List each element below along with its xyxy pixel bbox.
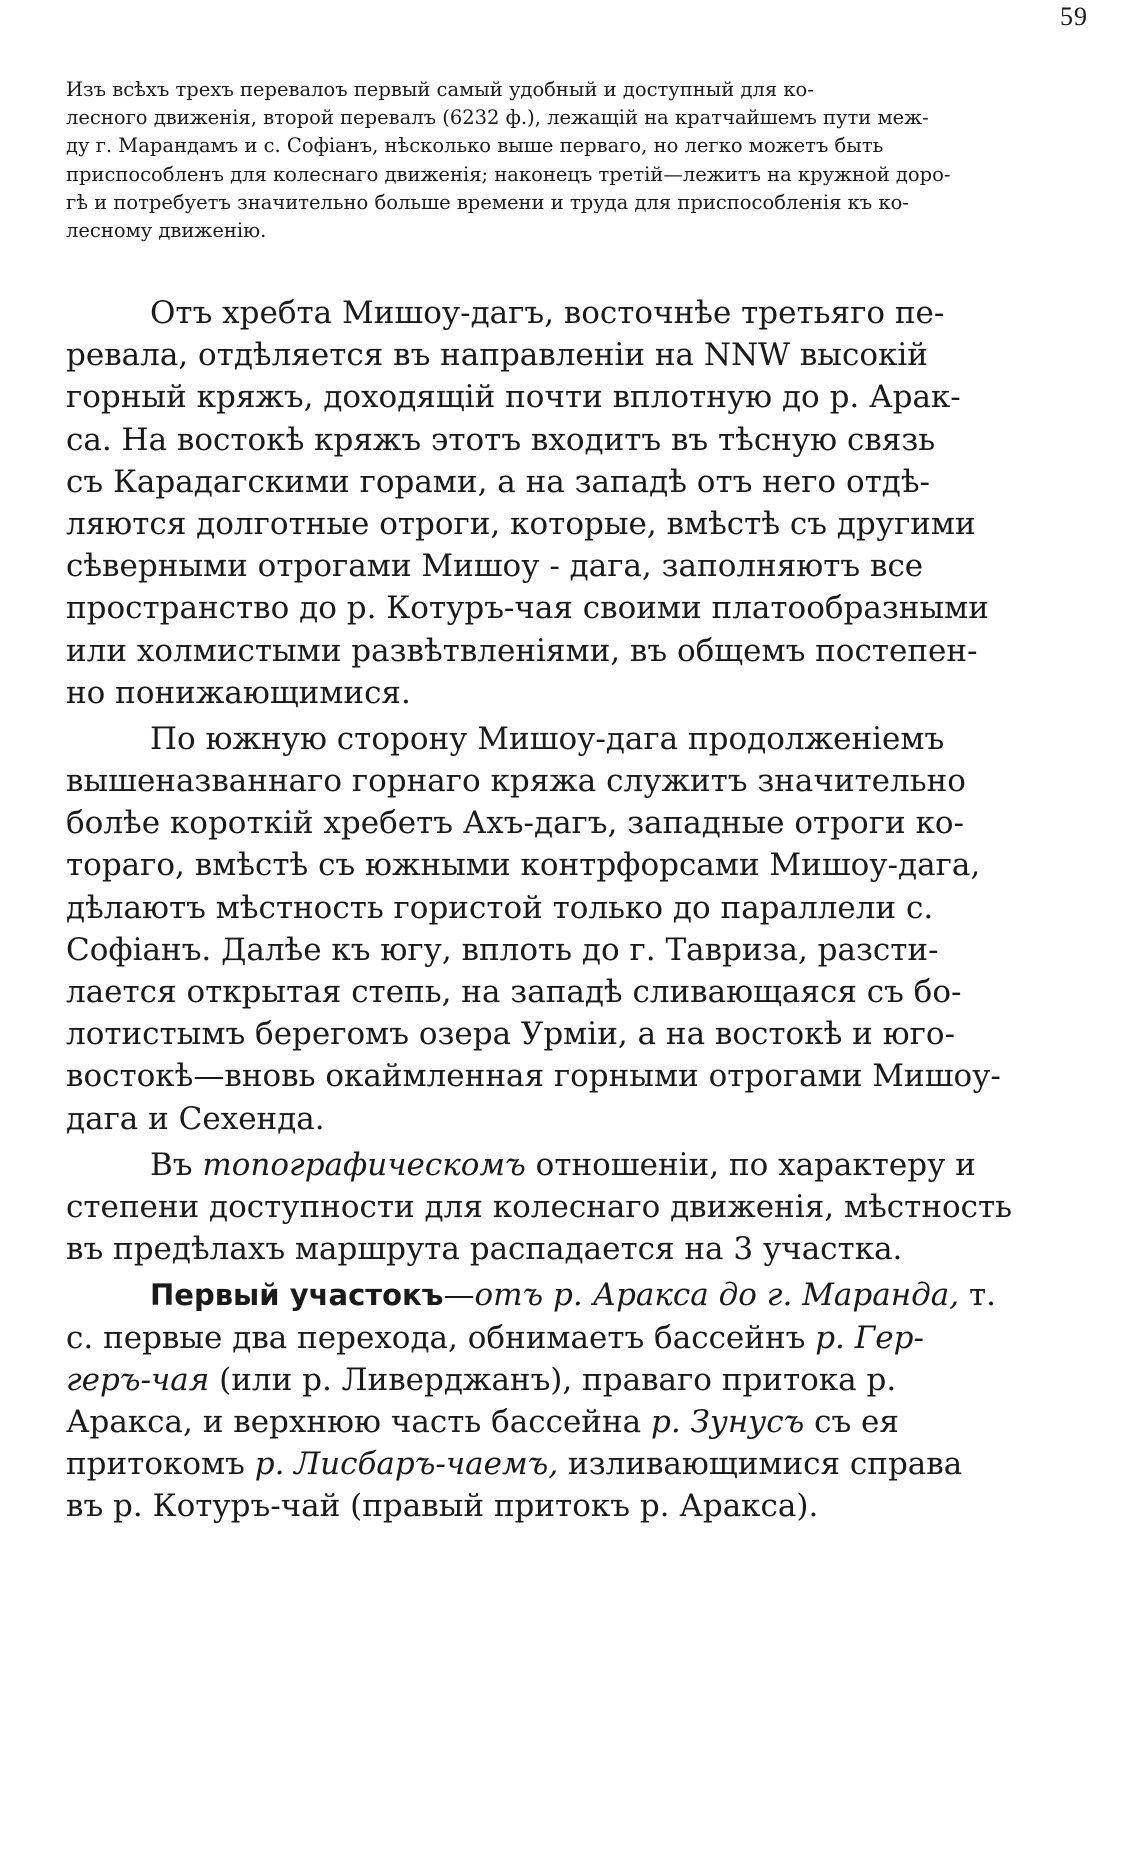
paragraph-3-line-2: степени доступности для колеснаго движенія, мѣстность: [66, 1188, 1013, 1225]
small-line-2: лесного движенія, второй перевалъ (6232 ф.), лежащій на кратчайшемъ пути меж-: [66, 106, 929, 130]
text-span: съ ея: [804, 1403, 899, 1440]
paragraph-1-line-5: съ Карадагскими горами, а на западѣ отъ него отдѣ-: [66, 463, 931, 500]
paragraph-1-line-2: ревала, отдѣляется въ направленіи на NNW высокій: [66, 337, 928, 374]
paragraph-1-line-7: сѣверными отрогами Мишоу - дага, заполняютъ все: [66, 548, 924, 585]
paragraph-2: [66, 718, 1076, 1140]
small-line-4: приспособленъ для колеснаго движенія; наконецъ третій—лежитъ на кружной доро-: [66, 162, 951, 186]
paragraph-3-line-1: [66, 1144, 1076, 1186]
small-line-6: лесному движенію.: [66, 218, 267, 242]
text-span: —: [443, 1277, 475, 1314]
paragraph-1-line-9: или холмистыми развѣтвленіями, въ общемъ постепен-: [66, 632, 978, 669]
paragraph-2-line-5: дѣлаютъ мѣстность гористой только до параллели с.: [66, 889, 934, 926]
italic-term: р. Гер-: [815, 1319, 924, 1356]
paragraph-1-line-10: но понижающимися.: [66, 674, 411, 711]
text-span: отношеніи, по характеру и: [525, 1146, 976, 1183]
italic-term: геръ-чая: [66, 1361, 210, 1398]
paragraph-1-line-3: горный кряжъ, доходящій почти вплотную до р. Арак-: [66, 379, 961, 416]
paragraph-2-line-10: дага и Сехенда.: [66, 1100, 325, 1137]
paragraph-2-line-4: тораго, вмѣстѣ съ южными контрфорсами Мишоу-дага,: [66, 847, 981, 884]
italic-term: р. Зунусъ: [650, 1403, 805, 1440]
page-number: 59: [1060, 2, 1088, 31]
small-line-3: ду г. Марандамъ и с. Софіанъ, нѣсколько выше перваго, но легко можетъ быть: [66, 134, 884, 158]
paragraph-1-line-6: ляются долготные отроги, которые, вмѣстѣ съ другими: [66, 505, 976, 542]
text-span: т.: [959, 1277, 996, 1314]
paragraph-4-line-1: [66, 1274, 1076, 1316]
italic-term: топографическомъ: [202, 1146, 526, 1183]
main-body-text: [66, 292, 1076, 1527]
paragraph-2-line-8: лотистымъ берегомъ озера Урміи, а на востокѣ и юго-: [66, 1016, 956, 1053]
small-print-paragraph: [66, 76, 1046, 245]
section-heading: Первый участокъ: [150, 1278, 444, 1313]
paragraph-1-line-8: пространство до р. Котуръ-чая своими платообразными: [66, 590, 989, 627]
paragraph-2-line-2: вышеназваннаго горнаго кряжа служитъ значительно: [66, 763, 966, 800]
paragraph-4: [66, 1274, 1076, 1527]
text-span: изливающимися справа: [558, 1446, 963, 1483]
paragraph-1: [66, 292, 1076, 714]
paragraph-3-line-3: въ предѣлахъ маршрута распадается на 3 участка.: [66, 1231, 903, 1268]
paragraph-2-line-3: болѣе короткій хребетъ Ахъ-дагъ, западные отроги ко-: [66, 805, 964, 842]
paragraph-1-line-1: Отъ хребта Мишоу-дагъ, восточнѣе третьяго пе-: [150, 295, 945, 331]
paragraph-1-line-4: са. На востокѣ кряжъ этотъ входитъ въ тѣсную связь: [66, 421, 936, 458]
text-span: притокомъ: [66, 1446, 255, 1483]
paragraph-4-line-5: [66, 1443, 1076, 1485]
text-span: Въ: [150, 1146, 203, 1183]
text-span: (или р. Ливерджанъ), праваго притока р.: [209, 1361, 897, 1398]
small-line-5: гѣ и потребуетъ значительно больше времени и труда для приспособленія къ ко-: [66, 190, 909, 214]
paragraph-2-line-1: По южную сторону Мишоу-дага продолженіемъ: [150, 720, 945, 757]
italic-term: р. Лисбаръ-чаемъ,: [254, 1446, 559, 1483]
paragraph-4-line-6: въ р. Котуръ-чай (правый притокъ р. Аракса).: [66, 1488, 819, 1525]
italic-term: отъ р. Аракса до г. Маранда,: [474, 1277, 960, 1314]
paragraph-3: [66, 1144, 1076, 1271]
paragraph-4-line-3: [66, 1359, 1076, 1401]
paragraph-2-line-9: востокѣ—вновь окаймленная горными отрогами Мишоу-: [66, 1058, 1001, 1095]
paragraph-2-line-7: лается открытая степь, на западѣ сливающаяся съ бо-: [66, 974, 962, 1010]
paragraph-2-line-6: Софіанъ. Далѣе къ югу, вплоть до г. Тавриза, разсти-: [66, 931, 939, 968]
small-line-1: Изъ всѣхъ трехъ перевалоъ первый самый удобный и доступный для ко-: [66, 78, 814, 101]
paragraph-4-line-4: [66, 1401, 1076, 1443]
text-span: с. первые два перехода, обнимаетъ бассейнъ: [66, 1319, 816, 1356]
paragraph-4-line-2: [66, 1317, 1076, 1359]
text-span: Аракса, и верхнюю часть бассейна: [66, 1403, 651, 1440]
